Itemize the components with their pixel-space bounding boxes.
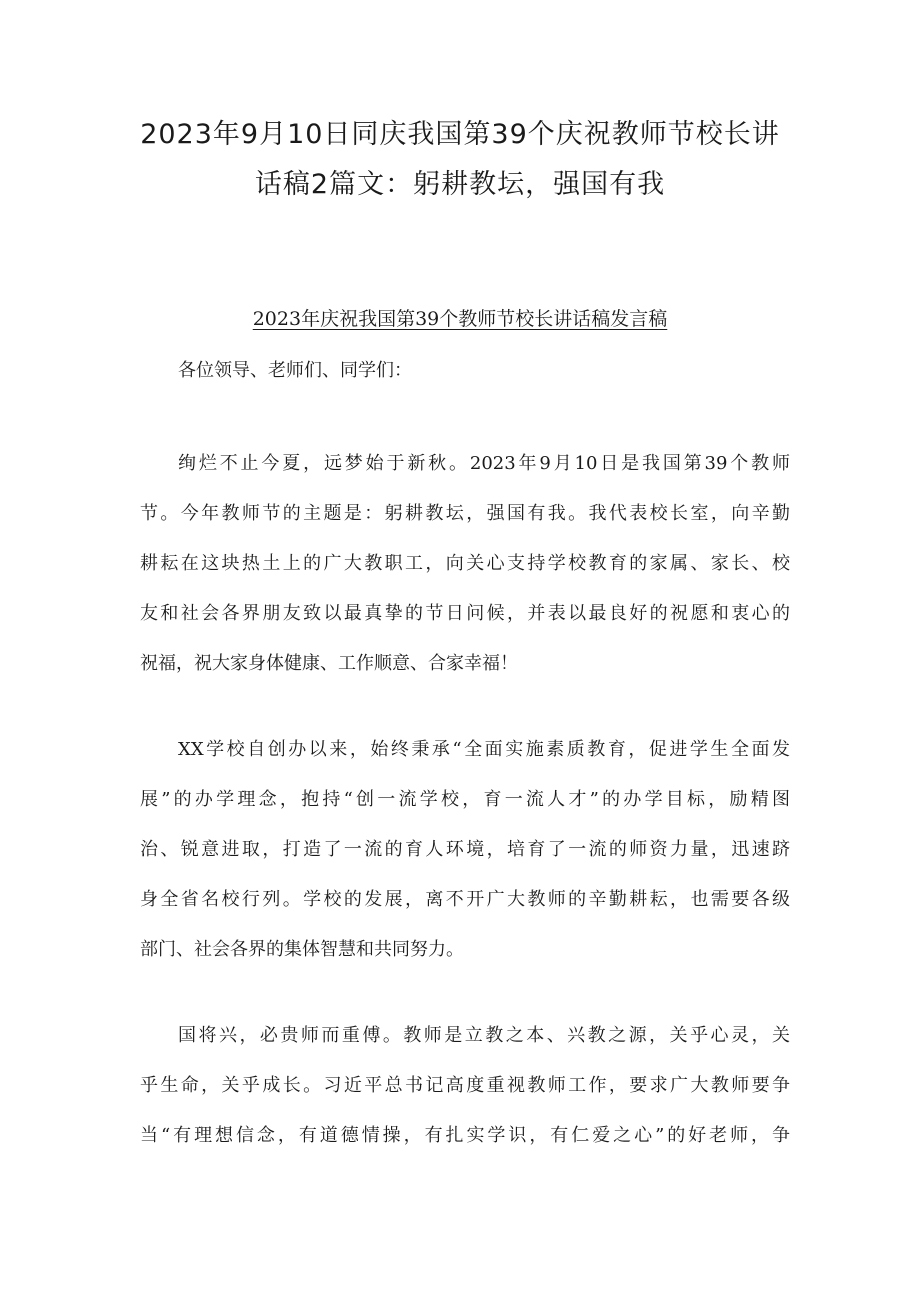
speech-title-text: 2023年庆祝我国第39个教师节校长讲话稿发言稿 [252, 308, 668, 330]
paragraph-2 [140, 734, 790, 984]
paragraph-line: 当“有理想信念，有道德情操，有扎实学识，有仁爱之心”的好老师，争 [140, 1125, 790, 1146]
paragraph-line: 展”的办学理念，抱持“创一流学校，育一流人才”的办学目标，励精图 [140, 789, 790, 810]
document-title-line-2: 话稿2篇文：躬耕教坛，强国有我 [254, 169, 666, 200]
paragraph-line: 绚烂不止今夏，远梦始于新秋。2023年9月10日是我国第39个教师 [178, 453, 790, 474]
document-title [120, 110, 800, 210]
paragraph-line: XX学校自创办以来，始终秉承“全面实施素质教育，促进学生全面发 [178, 739, 790, 760]
paragraph-1 [140, 448, 790, 698]
paragraph-line: 耕耘在这块热土上的广大教职工，向关心支持学校教育的家属、家长、校 [140, 553, 790, 574]
paragraph-line: 乎生命，关乎成长。习近平总书记高度重视教师工作，要求广大教师要争 [140, 1075, 790, 1096]
paragraph-line: 部门、社会各界的集体智慧和共同努力。 [140, 939, 464, 960]
document-title-line-1: 2023年9月10日同庆我国第39个庆祝教师节校长讲 [140, 119, 780, 150]
paragraph-3 [140, 1020, 790, 1170]
paragraph-line: 治、锐意进取，打造了一流的育人环境，培育了一流的师资力量，迅速跻 [140, 839, 790, 860]
paragraph-line: 节。今年教师节的主题是：躬耕教坛，强国有我。我代表校长室，向辛勤 [140, 503, 790, 524]
paragraph-line: 祝福，祝大家身体健康、工作顺意、合家幸福！ [140, 653, 518, 674]
salutation: 各位领导、老师们、同学们： [178, 360, 412, 381]
paragraph-line: 国将兴，必贵师而重傅。教师是立教之本、兴教之源，关乎心灵，关 [178, 1025, 790, 1046]
speech-title [120, 306, 800, 332]
paragraph-line: 身全省名校行列。学校的发展，离不开广大教师的辛勤耕耘，也需要各级 [140, 889, 790, 910]
paragraph-line: 友和社会各界朋友致以最真挚的节日问候，并表以最良好的祝愿和衷心的 [140, 603, 790, 624]
